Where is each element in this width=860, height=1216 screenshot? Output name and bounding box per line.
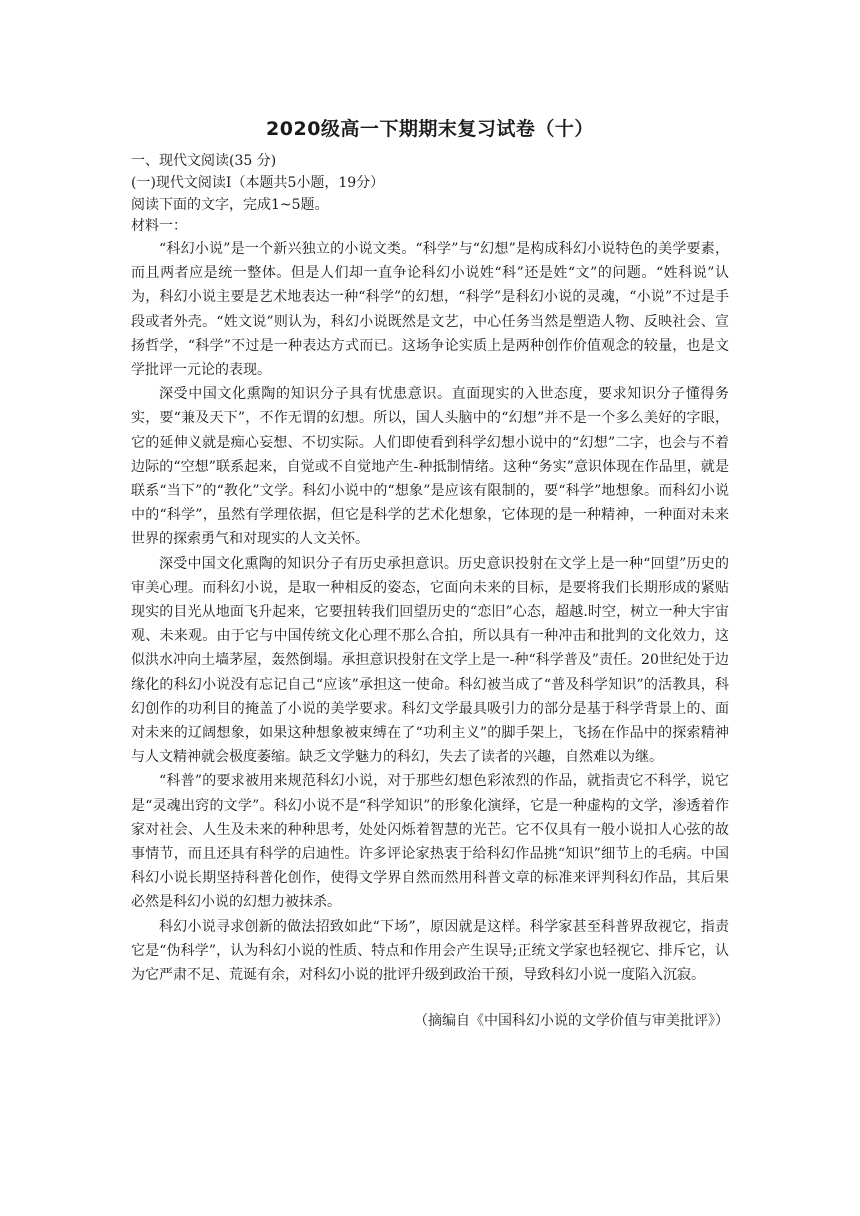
source-citation: （摘编自《中国科幻小说的文学价值与审美批评》） [414,1013,729,1029]
paragraph-4: “科普”的要求被用来规范科幻小说，对于那些幻想色彩浓烈的作品，就指责它不科学，说它是“灵魂出窍的文学”。科幻小说不是“科学知识”的形象化演绎，它是一种虚构的文学，渗透着作家对社会、人生及未来的种种思考，处处闪烁着智慧的光芒。它不仅具有一般小说扣人心弦的故事情节，而且还具有科学的启迪性。许多评论家热衷于给科幻作品挑“知识”细节上的毛病。中国科幻小说长期坚持科普化创作，使得文学界自然而然用科普文章的标准来评判科幻作品，其后果必然是科幻小说的幻想力被抹杀。 [131,773,729,911]
material-label: 材料一： [131,218,187,234]
instruction-line: 阅读下面的文字，完成1~5题。 [131,197,329,213]
paragraph-3: 深受中国文化熏陶的知识分子有历史承担意识。历史意识投射在文学上是一种“回望”历史的审美心理。而科幻小说，是取一种相反的姿态，它面向未来的目标，是要将我们长期形成的紧贴现实的目光从地面飞升起来，它要扭转我们回望历史的“恋旧”心态，超越.时空，树立一种大宇宙观、未来观。由于它与中国传统文化心理不那么合拍，所以具有一种冲击和批判的文化效力，这似洪水冲向土墙茅屋，轰然倒塌。承担意识投射在文学上是一-种“科学普及”责任。20世纪处于边缘化的科幻小说没有忘记自己“应该”承担这一使命。科幻被当成了“普及科学知识”的活教具，科幻创作的功利目的掩盖了小说的美学要求。科幻文学最具吸引力的部分是基于科学背景上的、面对未来的辽阔想象，如果这种想象被束缚在了“功利主义”的脚手架上，飞扬在作品中的探索精神与人文精神就会极度萎缩。缺乏文学魅力的科幻，失去了读者的兴趣，自然难以为继。 [131,555,729,766]
exam-title: 2020级高一下期期末复习试卷（十） [266,118,594,140]
paragraph-1: “科幻小说”是一个新兴独立的小说文类。“科学”与“幻想”是构成科幻小说特色的美学要素，而且两者应是统一整体。但是人们却一直争论科幻小说姓“科”还是姓“文”的问题。“姓科说”认为，科幻小说主要是艺术地表达一种“科学”的幻想，“科学”是科幻小说的灵魂，“小说”不过是手段或者外壳。“姓文说”则认为，科幻小说既然是文艺，中心任务当然是塑造人物、反映社会、宣扬哲学，“科学”不过是一种表达方式而已。这场争论实质上是两种创作价值观念的较量，也是文学批评一元论的表现。 [131,241,729,379]
section-heading: 一、现代文阅读(35 分) [131,153,277,169]
passage-body [131,237,729,987]
subsection-heading: (一)现代文阅读Ⅰ（本题共5小题，19分） [131,175,385,191]
paragraph-2: 深受中国文化熏陶的知识分子具有忧患意识。直面现实的入世态度，要求知识分子懂得务实，要“兼及天下”，不作无谓的幻想。所以，国人头脑中的“幻想”并不是一个多么美好的字眼，它的延伸义就是痴心妄想、不切实际。人们即使看到科学幻想小说中的“幻想”二字，也会与不着边际的“空想”联系起来，自觉或不自觉地产生-种抵制情绪。这种“务实”意识体现在作品里，就是联系“当下”的“教化”文学。科幻小说中的“想象”是应该有限制的，要“科学”地想象。而科幻小说中的“科学”，虽然有学理依据，但它是科学的艺术化想象，它体现的是一种精神，一种面对未来世界的探索勇气和对现实的人文关怀。 [131,386,729,548]
paragraph-5: 科幻小说寻求创新的做法招致如此“下场”，原因就是这样。科学家甚至科普界敌视它，指责它是“伪科学”，认为科幻小说的性质、特点和作用会产生误导;正统文学家也轻视它、排斥它，认为它严肃不足、荒诞有余，对科幻小说的批评升级到政治干预，导致科幻小说一度陷入沉寂。 [131,918,729,984]
